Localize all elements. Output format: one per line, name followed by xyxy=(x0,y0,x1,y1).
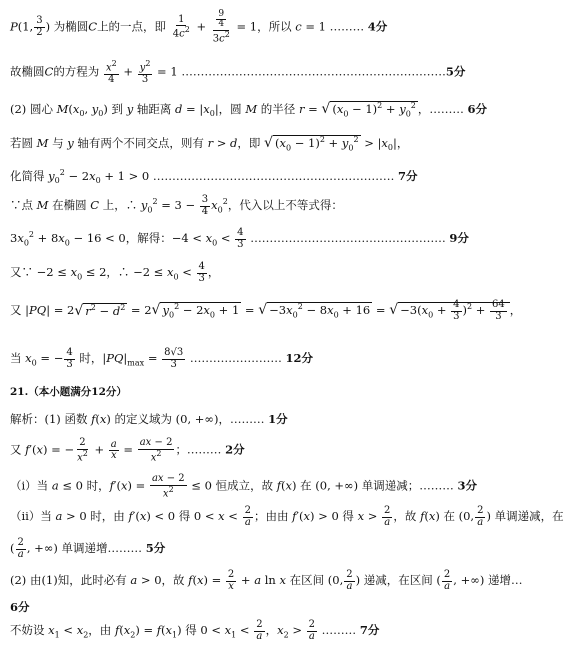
line-6: ∵点 M 在椭圆 C 上，∴ $y_0^2 = 3$ − $\frac{3}{4}$ $x_0^2$，代入以上不等式得： xyxy=(10,194,343,217)
line-3: (2) 圆心 $M(x_0$, $y_0$) 到 y 轴距离 $d = |x_0|$，圆 M 的半径 r = √ $(x_0 - 1)^2 + y_0^2$ ，……… 6分 xyxy=(10,101,488,119)
line-8: 又∵ $-2 \le x_0 \le 2$，∴ $-2 \le x_0$ < $\frac{4}{3}$ ， xyxy=(10,261,220,284)
line-17: (2) 由(1)知，此时必有 a > 0，故 f(x) = $\frac{2}{x}$ + a ln x 在区间 (0, $\frac{2}{a}$ ) 递减，在区间 ( $\frac{2}{a}$ , +∞) 递增… xyxy=(10,569,523,592)
line-2: 故椭圆C的方程为 $\frac{x^2}{4}$ + $\frac{y^2}{3}$ = 1 ……………………………………………………………5分 xyxy=(10,59,466,85)
line-1: P(1, $\frac{3}{2}$ ) 为椭圆C上的一点，即 $\frac{1}{4c^2}$ + $\frac{\frac{9}{4}}{3c^2}$ = 1，所以 c = 1 ……… 4分 xyxy=(10,9,388,45)
line-13: 又 f′(x) = − $\frac{2}{x^2}$ + $\frac{a}{x}$ = $\frac{ax - 2}{x^2}$ ；……… 2分 xyxy=(10,437,245,463)
line-19: 不妨设 $x_1 < x_2$，由 $f(x_2) = f(x_1)$ 得 $0 < x_1$ < $\frac{2}{a}$ ，$x_2$ > $\frac{2}{a}$ ……… 7分 xyxy=(10,619,380,642)
line-9: 又 |PQ| = 2√ $r^2 - d^2 = 2√$ $y_0^2 - 2x_0 + 1$ = √ $-3x_0^2 - 8x_0 + 16$ = √ $-3(x_0$ + $\frac{4}{3}$ )$^2$ + $\frac{64}{3}$ ， xyxy=(10,299,522,322)
line-4: 若圆 M 与 y 轴有两个不同交点，则有 r > d，即 √ $(x_0 - 1)^2 + y_0^2 > |x_0|$， xyxy=(10,135,409,153)
line-14: （ⅰ）当 a ≤ 0 时，f′(x) = $\frac{ax - 2}{x^2}$ ≤ 0 恒成立，故 f(x) 在 (0, +∞) 单调递减；……… 3分 xyxy=(10,473,477,499)
line-15: （ⅱ）当 a > 0 时，由 f′(x) < 0 得 0 < x < $\frac{2}{a}$ ；由由 f′(x) > 0 得 x > $\frac{2}{a}$ ，故 f(x) 在 (0, $\frac{2}{a}$ ) 单调递减，在 xyxy=(10,505,564,528)
line-7: $3x_0^2 + 8x_0 - 16 < 0$，解得：$-4 < x_0$ < $\frac{4}{3}$ …………………………………………… 9分 xyxy=(10,227,469,250)
line-12: 解析：(1) 函数 f(x) 的定义域为 (0, +∞)，……… 1分 xyxy=(10,412,288,426)
line-5: 化简得 $y_0^2 - 2x_0 + 1 > 0$ ……………………………………………………… 7分 xyxy=(10,168,418,186)
line-10: 当 $x_0$ = − $\frac{4}{3}$ 时，$|PQ|_{max}$ = $\frac{8√3}{3}$ …………………… 12分 xyxy=(10,347,314,370)
line-16: ( $\frac{2}{a}$ , +∞) 单调递增……… 5分 xyxy=(10,537,166,560)
line-11: 21.（本小题满分12分） xyxy=(10,386,127,398)
line-18: 6分 xyxy=(10,600,30,614)
